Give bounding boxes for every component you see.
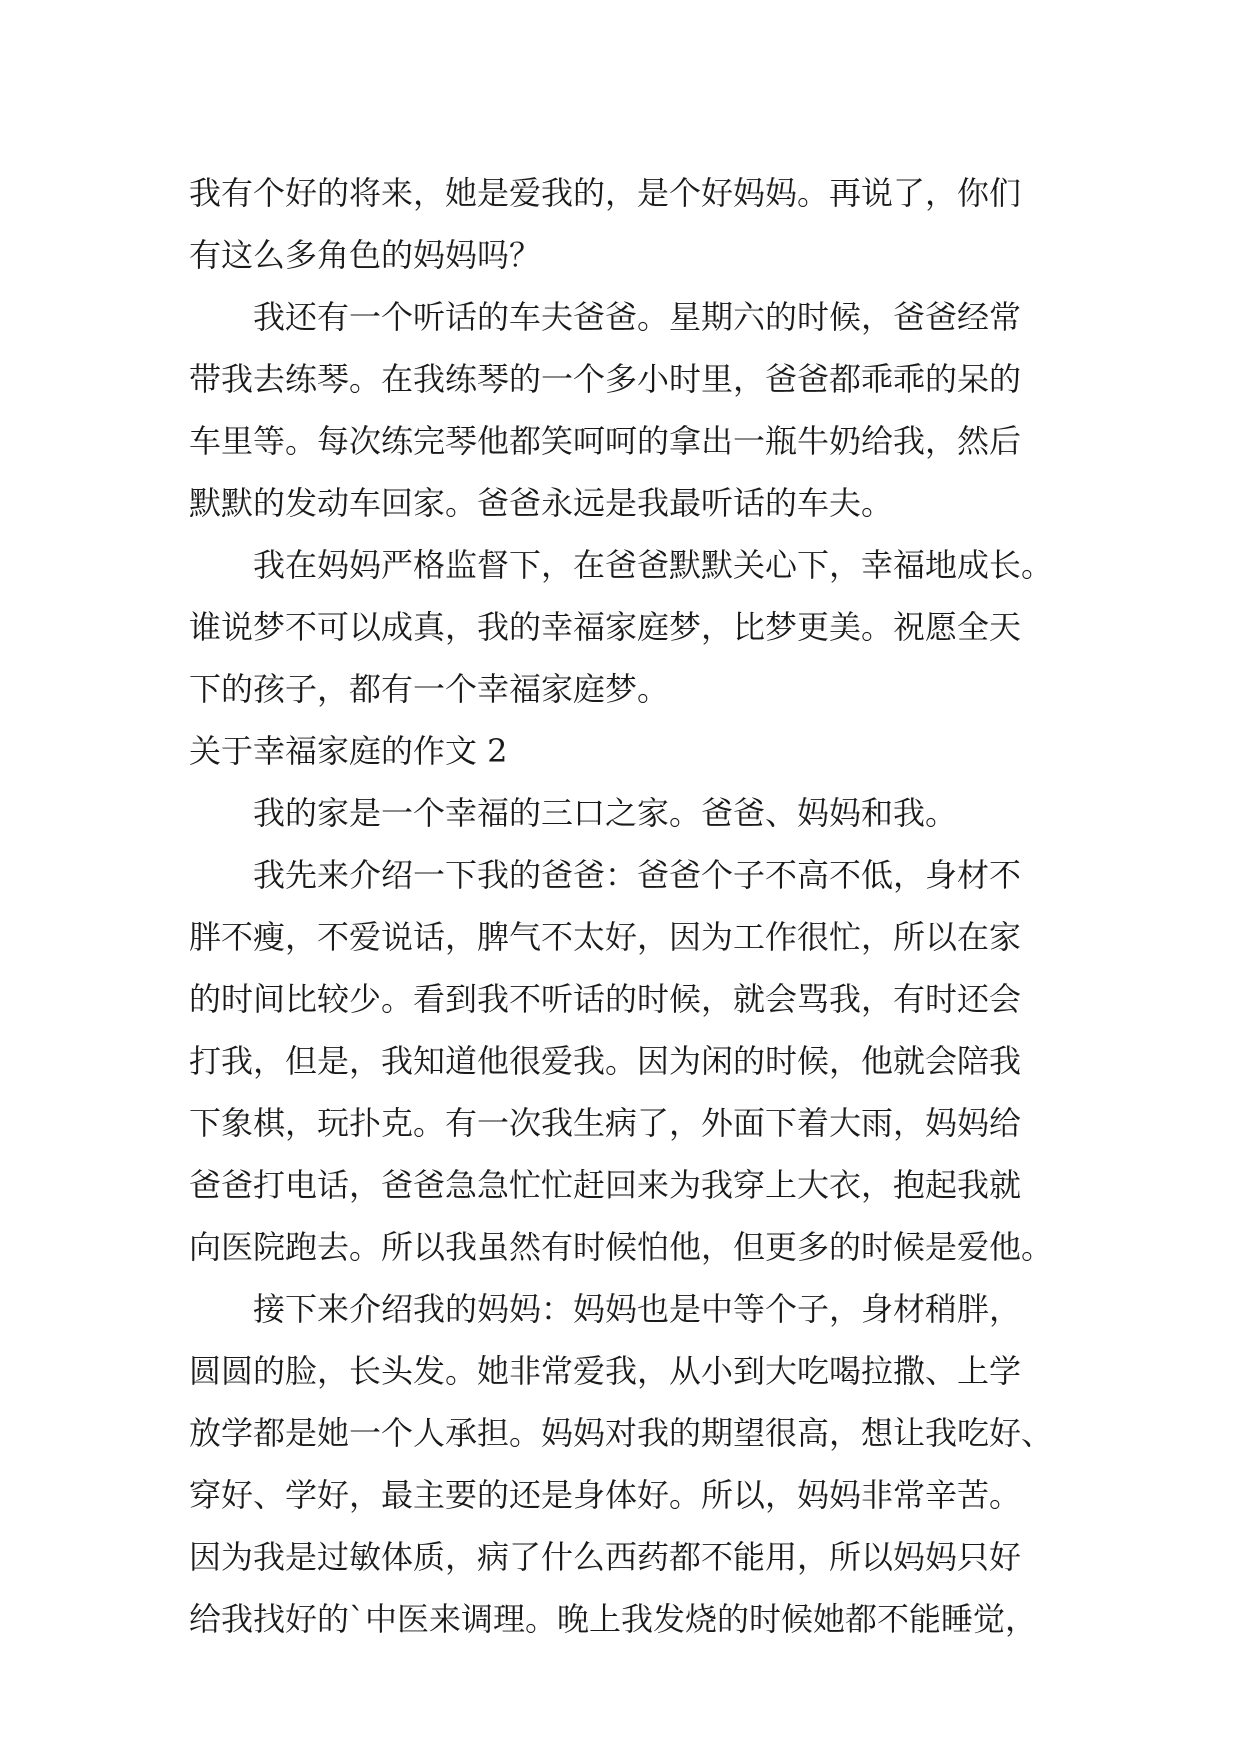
text-line: 下的孩子，都有一个幸福家庭梦。 [189, 670, 670, 708]
paragraph-start: 我还有一个听话的车夫爸爸。星期六的时候，爸爸经常 [253, 298, 1022, 336]
text-line: 向医院跑去。所以我虽然有时候怕他，但更多的时候是爱他。 [189, 1228, 1054, 1266]
section-heading: 关于幸福家庭的作文 2 [189, 732, 508, 770]
text-line: 车里等。每次练完琴他都笑呵呵的拿出一瓶牛奶给我，然后 [189, 422, 1022, 460]
paragraph-start: 我先来介绍一下我的爸爸：爸爸个子不高不低，身材不 [253, 856, 1022, 894]
paragraph-start: 我的家是一个幸福的三口之家。爸爸、妈妈和我。 [253, 794, 958, 832]
paragraph-start: 接下来介绍我的妈妈：妈妈也是中等个子，身材稍胖， [253, 1290, 1022, 1328]
text-line: 有这么多角色的妈妈吗？ [189, 236, 542, 274]
text-line: 下象棋，玩扑克。有一次我生病了，外面下着大雨，妈妈给 [189, 1104, 1022, 1142]
text-line: 爸爸打电话，爸爸急急忙忙赶回来为我穿上大衣，抱起我就 [189, 1166, 1022, 1204]
text-line: 默默的发动车回家。爸爸永远是我最听话的车夫。 [189, 484, 894, 522]
text-line: 因为我是过敏体质，病了什么西药都不能用，所以妈妈只好 [189, 1538, 1022, 1576]
text-line: 穿好、学好，最主要的还是身体好。所以，妈妈非常辛苦。 [189, 1476, 1022, 1514]
text-line: 胖不瘦，不爱说话，脾气不太好，因为工作很忙，所以在家 [189, 918, 1022, 956]
text-line: 给我找好的`中医来调理。晚上我发烧的时候她都不能睡觉， [189, 1600, 1038, 1638]
text-line: 放学都是她一个人承担。妈妈对我的期望很高，想让我吃好、 [189, 1414, 1054, 1452]
document-body [189, 162, 1069, 1650]
text-line: 的时间比较少。看到我不听话的时候，就会骂我，有时还会 [189, 980, 1022, 1018]
text-line: 谁说梦不可以成真，我的幸福家庭梦，比梦更美。祝愿全天 [189, 608, 1022, 646]
text-line: 带我去练琴。在我练琴的一个多小时里，爸爸都乖乖的呆的 [189, 360, 1022, 398]
paragraph-start: 我在妈妈严格监督下，在爸爸默默关心下，幸福地成长。 [253, 546, 1054, 584]
text-line: 我有个好的将来，她是爱我的，是个好妈妈。再说了，你们 [189, 174, 1022, 212]
text-line: 圆圆的脸，长头发。她非常爱我，从小到大吃喝拉撒、上学 [189, 1352, 1022, 1390]
text-line: 打我，但是，我知道他很爱我。因为闲的时候，他就会陪我 [189, 1042, 1022, 1080]
